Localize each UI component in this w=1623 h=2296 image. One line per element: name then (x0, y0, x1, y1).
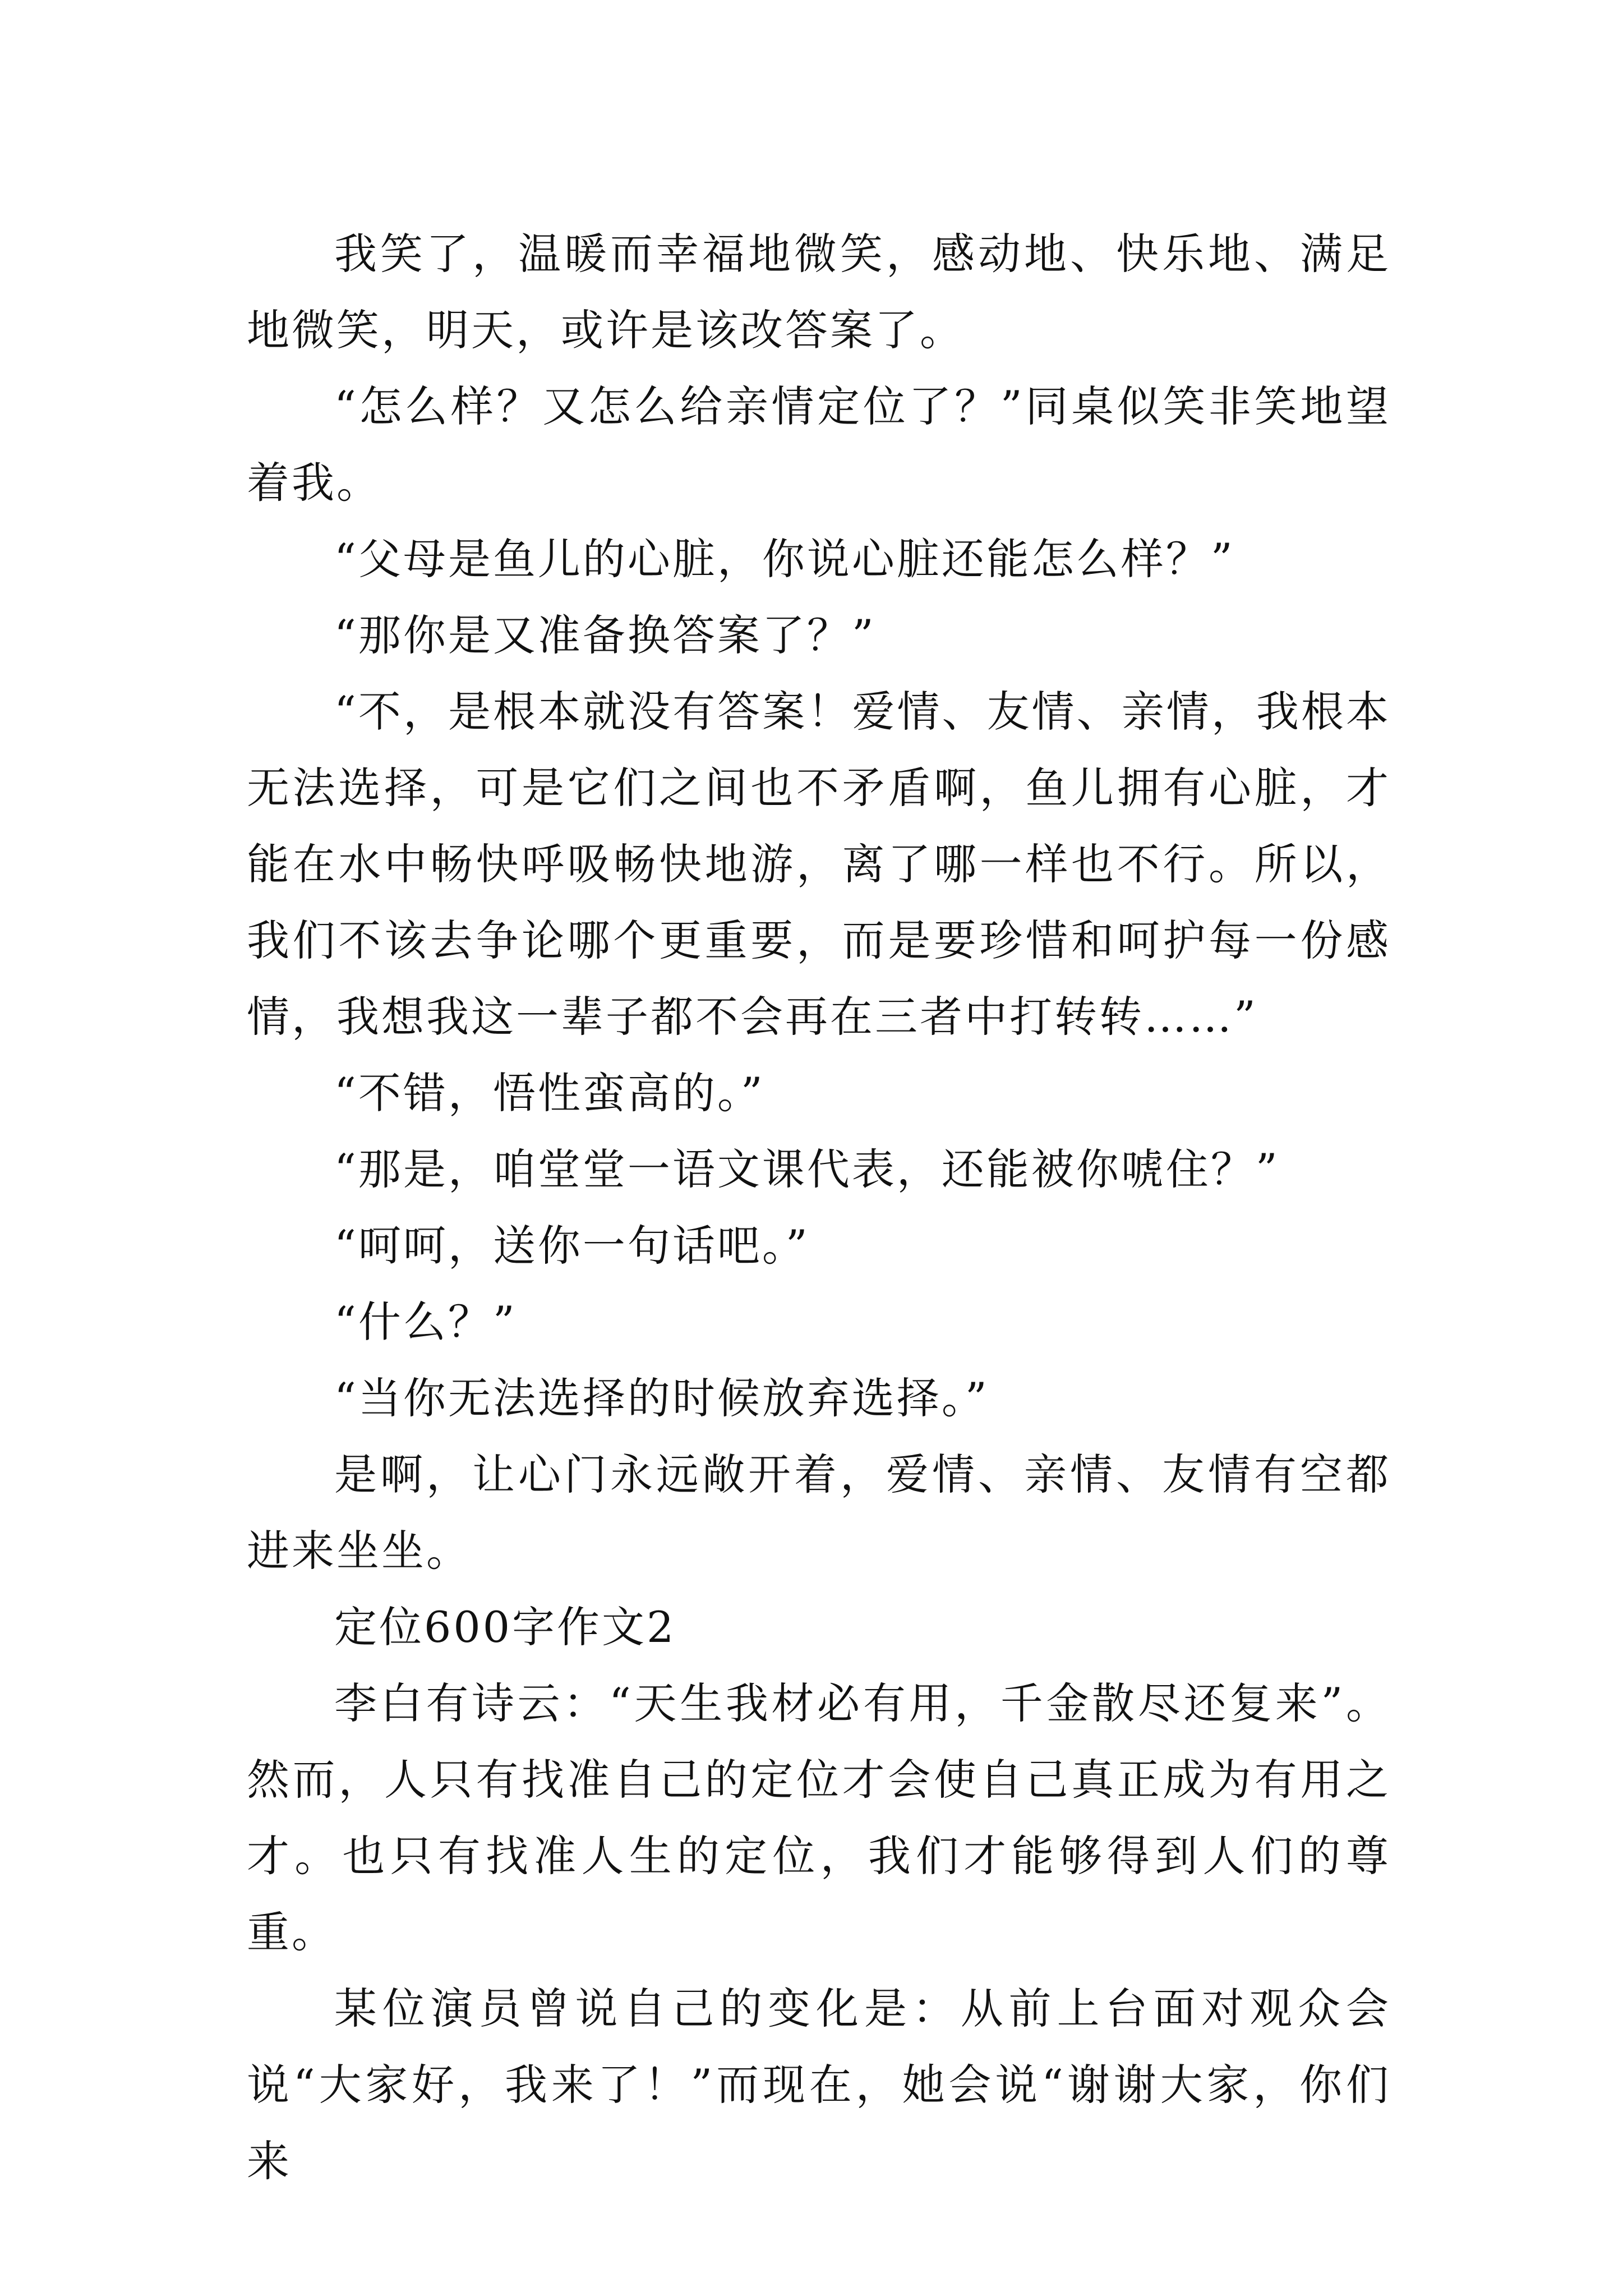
paragraph-13: 李白有诗云：“天生我材必有用，千金散尽还复来”。然而，人只有找准自己的定位才会使自己真正成为有用之才。也只有找准人生的定位，我们才能够得到人们的尊重。 (247, 1678, 1391, 1957)
paragraph-4: “那你是又准备换答案了？” (334, 610, 876, 660)
paragraph-2: “怎么样？又怎么给亲情定位了？”同桌似笑非笑地望着我。 (247, 381, 1391, 508)
section-heading: 定位600字作文2 (334, 1602, 676, 1652)
paragraph-3: “父母是鱼儿的心脏，你说心脏还能怎么样？” (334, 534, 1235, 584)
paragraph-14: 某位演员曾说自己的变化是：从前上台面对观众会说“大家好，我来了！”而现在，她会说“谢谢大家，你们来 (247, 1984, 1391, 2186)
paragraph-11: 是啊，让心门永远敞开着，爱情、亲情、友情有空都进来坐坐。 (247, 1450, 1391, 1576)
document-body (247, 216, 1391, 2200)
paragraph-7: “那是，咱堂堂一语文课代表，还能被你唬住？” (334, 1144, 1280, 1194)
paragraph-6: “不错，悟性蛮高的。” (334, 1068, 765, 1118)
paragraph-9: “什么？” (334, 1297, 517, 1347)
paragraph-8: “呵呵，送你一句话吧。” (334, 1221, 810, 1271)
paragraph-5: “不，是根本就没有答案！爱情、友情、亲情，我根本无法选择，可是它们之间也不矛盾啊，鱼儿拥有心脏，才能在水中畅快呼吸畅快地游，离了哪一样也不行。所以，我们不该去争论哪个更重要，而是要珍惜和呵护每一份感情，我想我这一辈子都不会再在三者中打转转……” (247, 687, 1391, 1042)
paragraph-1: 我笑了，温暖而幸福地微笑，感动地、快乐地、满足地微笑，明天，或许是该改答案了。 (247, 229, 1391, 355)
paragraph-10: “当你无法选择的时候放弃选择。” (334, 1373, 989, 1423)
